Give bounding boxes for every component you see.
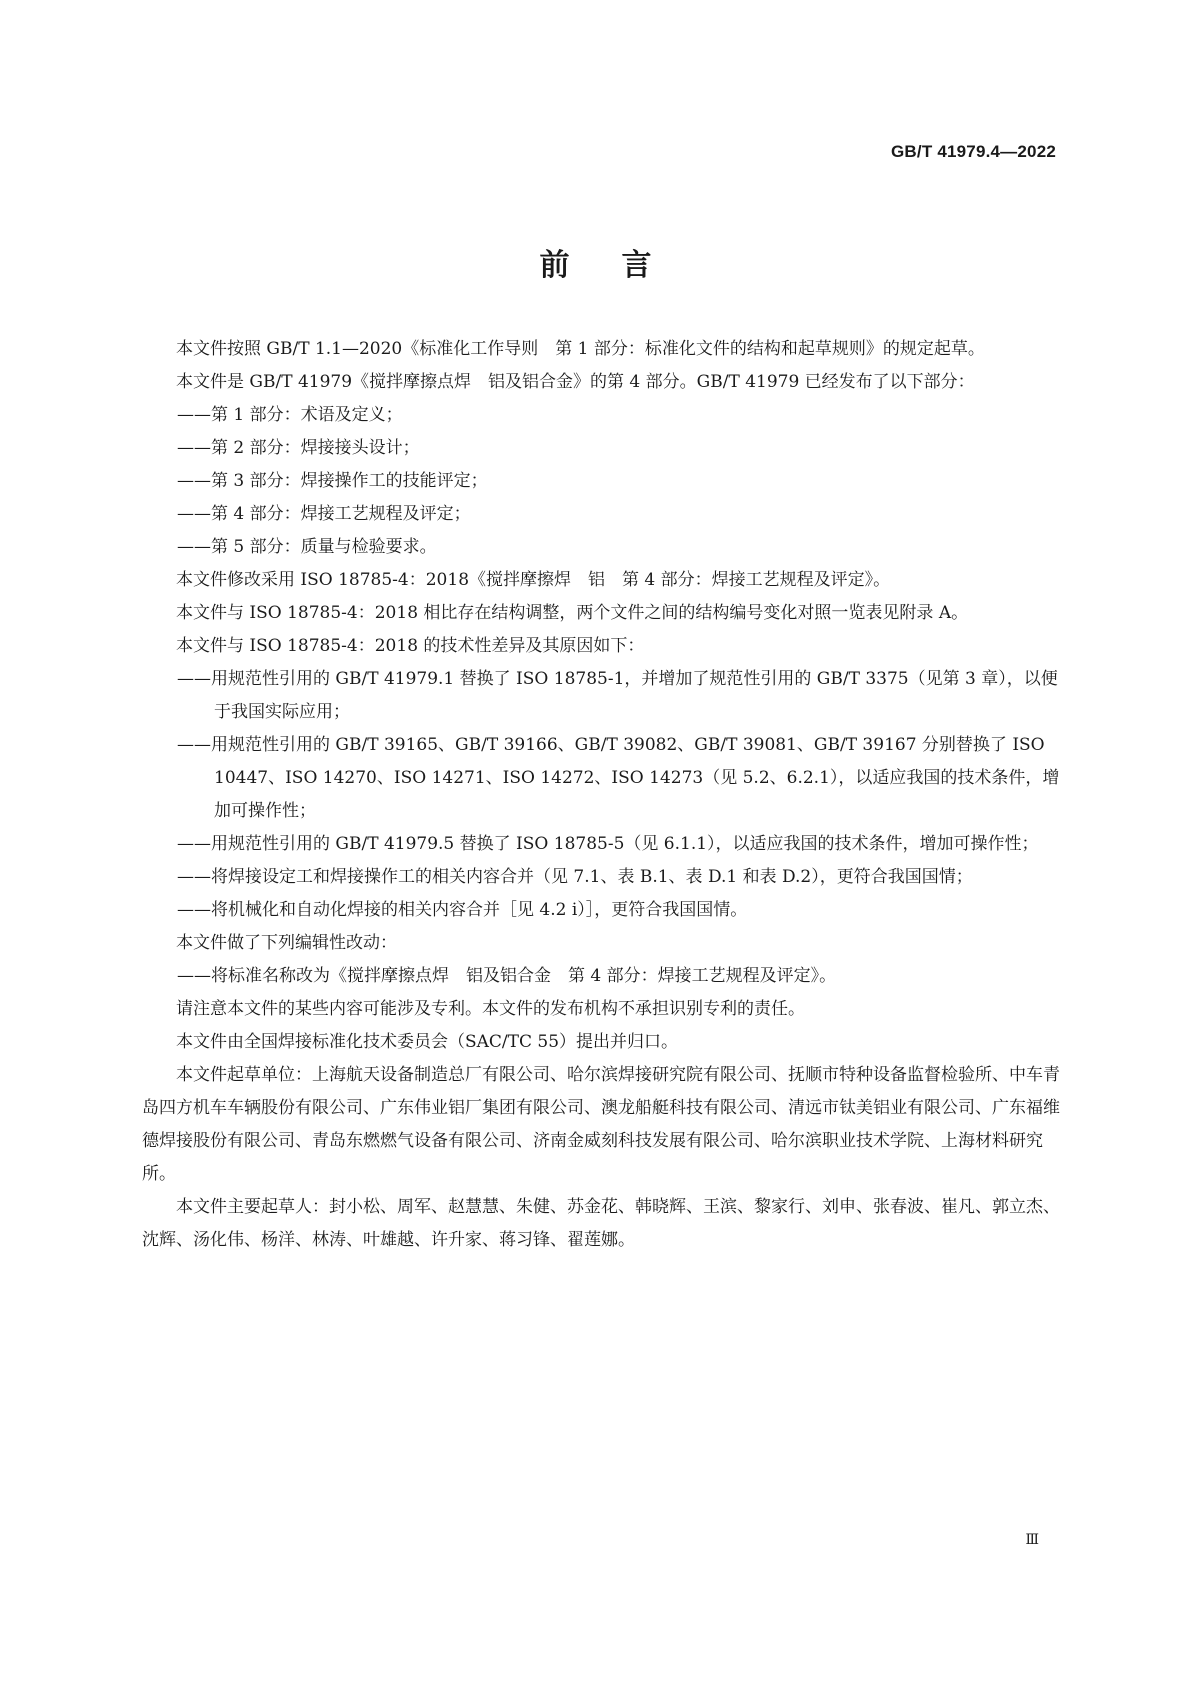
standard-code: GB/T 41979.4—2022 [891,142,1056,161]
page-number: Ⅲ [1025,1533,1039,1548]
paragraph-drafting-basis: 本文件按照 GB/T 1.1—2020《标准化工作导则 第 1 部分：标准化文件的结构和起草规则》的规定起草。 [176,339,985,359]
list-item-part: ——第 1 部分：术语及定义； [177,405,403,425]
list-item-difference: ——将焊接设定工和焊接操作工的相关内容合并（见 7.1、表 B.1、表 D.1 和表 D.2），更符合我国国情； [177,867,973,887]
list-item-difference: ——用规范性引用的 GB/T 41979.1 替换了 ISO 18785-1，并增加了规范性引用的 GB/T 3375（见第 3 章），以便于我国实际应用； [177,669,1058,722]
list-item-editorial: ——将标准名称改为《搅拌摩擦点焊 铝及铝合金 第 4 部分：焊接工艺规程及评定》。 [177,966,837,986]
paragraph-technical-differences: 本文件与 ISO 18785-4：2018 的技术性差异及其原因如下： [176,636,645,656]
list-item-part: ——第 4 部分：焊接工艺规程及评定； [177,504,471,524]
paragraph-structure-change: 本文件与 ISO 18785-4：2018 相比存在结构调整，两个文件之间的结构编号变化对照一览表见附录 A。 [176,603,969,623]
paragraph-proposer: 本文件由全国焊接标准化技术委员会（SAC/TC 55）提出并归口。 [176,1032,679,1052]
list-item-difference: ——用规范性引用的 GB/T 39165、GB/T 39166、GB/T 39082、GB/T 39081、GB/T 39167 分别替换了 ISO 10447、ISO 14270、ISO 14271、ISO 14272、ISO 14273（见 5.2、6.2.1），以适应我国的技术条件，增加可操作性； [177,735,1060,821]
paragraph-series-intro: 本文件是 GB/T 41979《搅拌摩擦点焊 铝及铝合金》的第 4 部分。GB/T 41979 已经发布了以下部分： [176,372,975,392]
paragraph-patent-notice: 请注意本文件的某些内容可能涉及专利。本文件的发布机构不承担识别专利的责任。 [176,999,805,1019]
page-title: 前言 [539,248,704,283]
list-item-part: ——第 3 部分：焊接操作工的技能评定； [177,471,488,491]
paragraph-drafting-units: 本文件起草单位：上海航天设备制造总厂有限公司、哈尔滨焊接研究院有限公司、抚顺市特种设备监督检验所、中车青岛四方机车车辆股份有限公司、广东伟业铝厂集团有限公司、澳龙船艇科技有限公司、清远市钛美铝业有限公司、广东福维德焊接股份有限公司、青岛东燃燃气设备有限公司、济南金威刻科技发展有限公司、哈尔滨职业技术学院、上海材料研究所。 [142,1065,1060,1184]
foreword-body [142,333,1060,1257]
list-item-part: ——第 5 部分：质量与检验要求。 [177,537,437,557]
paragraph-drafters: 本文件主要起草人：封小松、周军、赵慧慧、朱健、苏金花、韩晓辉、王滨、黎家行、刘申、张春波、崔凡、郭立杰、沈辉、汤化伟、杨洋、林涛、叶雄越、许升家、蒋习锋、翟莲娜。 [142,1197,1060,1250]
list-item-difference: ——将机械化和自动化焊接的相关内容合并［见 4.2 i）］，更符合我国国情。 [177,900,748,920]
list-item-difference: ——用规范性引用的 GB/T 41979.5 替换了 ISO 18785-5（见 6.1.1），以适应我国的技术条件，增加可操作性； [177,834,1039,854]
paragraph-iso-adoption: 本文件修改采用 ISO 18785-4：2018《搅拌摩擦焊 铝 第 4 部分：焊接工艺规程及评定》。 [176,570,891,590]
list-item-part: ——第 2 部分：焊接接头设计； [177,438,420,458]
paragraph-editorial-changes: 本文件做了下列编辑性改动： [176,933,397,953]
